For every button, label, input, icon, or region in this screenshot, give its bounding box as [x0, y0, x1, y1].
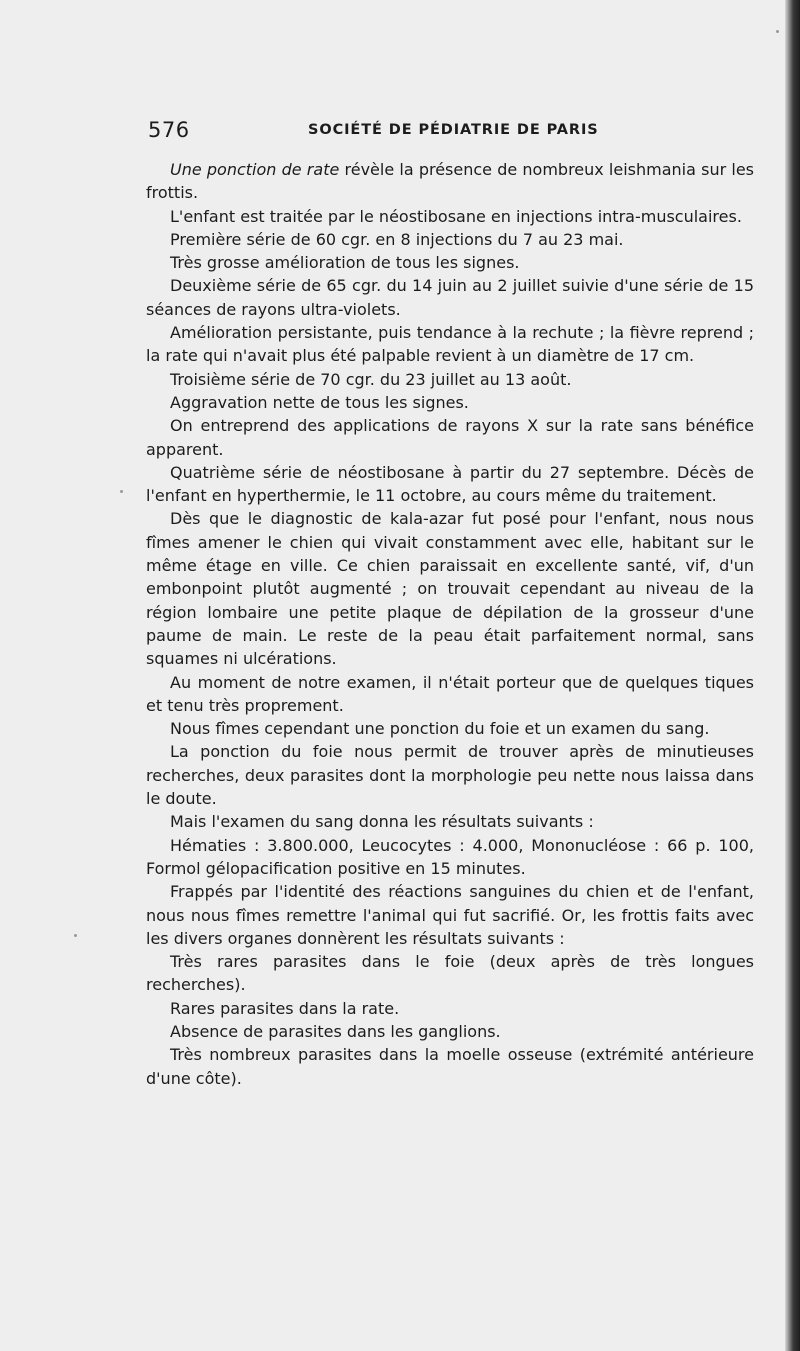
- page-edge-shadow: [785, 0, 800, 1351]
- paragraph: Mais l'examen du sang donna les résultats suivants :: [170, 812, 594, 832]
- paragraph: Hématies : 3.800.000, Leucocytes : 4.000, Mononucléose : 66 p. 100, Formol gélopacification positive en 15 minutes.: [146, 835, 754, 878]
- paragraph: Amélioration persistante, puis tendance à la rechute ; la fièvre reprend ; la rate qui n'avait plus été palpable revient à un diamètre de 17 cm.: [146, 323, 754, 366]
- paragraph: [146, 158, 754, 205]
- paragraph: Très grosse amélioration de tous les signes.: [170, 253, 520, 273]
- body-text: [146, 158, 754, 1090]
- paragraph: Quatrième série de néostibosane à partir du 27 septembre. Décès de l'enfant en hyperthermie, le 11 octobre, au cours même du traitement.: [146, 462, 754, 506]
- paragraph: Troisième série de 70 cgr. du 23 juillet au 13 août.: [170, 369, 572, 389]
- paragraph: Très rares parasites dans le foie (deux après de très longues recherches).: [146, 952, 754, 995]
- paper-speck: [120, 490, 123, 493]
- paragraph: La ponction du foie nous permit de trouver après de minutieuses recherches, deux parasites dont la morphologie peu nette nous laissa dans le doute.: [146, 742, 754, 809]
- paragraph: Frappés par l'identité des réactions sanguines du chien et de l'enfant, nous nous fîmes remettre l'animal qui fut sacrifié. Or, les frottis faits avec les divers organes donnèrent les résultats suivants :: [146, 882, 754, 948]
- paragraph: Absence de parasites dans les ganglions.: [170, 1021, 501, 1041]
- paragraph: Nous fîmes cependant une ponction du foie et un examen du sang.: [170, 719, 710, 739]
- paper-speck: [74, 934, 77, 937]
- paragraph: Rares parasites dans la rate.: [170, 998, 400, 1018]
- paragraph: Aggravation nette de tous les signes.: [170, 392, 469, 412]
- paragraph: Dès que le diagnostic de kala-azar fut posé pour l'enfant, nous nous fîmes amener le chien qui vivait constamment avec elle, habitant sur le même étage en ville. Ce chien paraissait en excellente santé, vif, d'un embonpoint plutôt augmenté ; on trouvait cependant au niveau de la région lombaire une petite plaque de dépilation de la grosseur d'une paume de main. Le reste de la peau était parfaitement normal, sans squames ni ulcérations.: [146, 509, 754, 669]
- paragraph: Première série de 60 cgr. en 8 injections du 7 au 23 mai.: [170, 229, 624, 249]
- paper-speck: [776, 30, 779, 33]
- running-title: SOCIÉTÉ DE PÉDIATRIE DE PARIS: [308, 122, 599, 138]
- paragraph: Très nombreux parasites dans la moelle osseuse (extrémité antérieure d'une côte).: [146, 1045, 754, 1088]
- paragraph: L'enfant est traitée par le néostibosane en injections intra-musculaires.: [170, 206, 742, 226]
- paragraph: Au moment de notre examen, il n'était porteur que de quelques tiques et tenu très proprement.: [146, 672, 754, 715]
- italic-lead: Une ponction de rate: [170, 160, 340, 179]
- paragraph: Deuxième série de 65 cgr. du 14 juin au 2 juillet suivie d'une série de 15 séances de rayons ultra-violets.: [146, 276, 754, 319]
- page-number: 576: [148, 118, 190, 142]
- page-header: [148, 120, 758, 142]
- paragraph-text: révèle la présence de nombreux leishmania sur les frottis.: [146, 160, 754, 203]
- paragraph: On entreprend des applications de rayons X sur la rate sans bénéfice apparent.: [146, 416, 754, 459]
